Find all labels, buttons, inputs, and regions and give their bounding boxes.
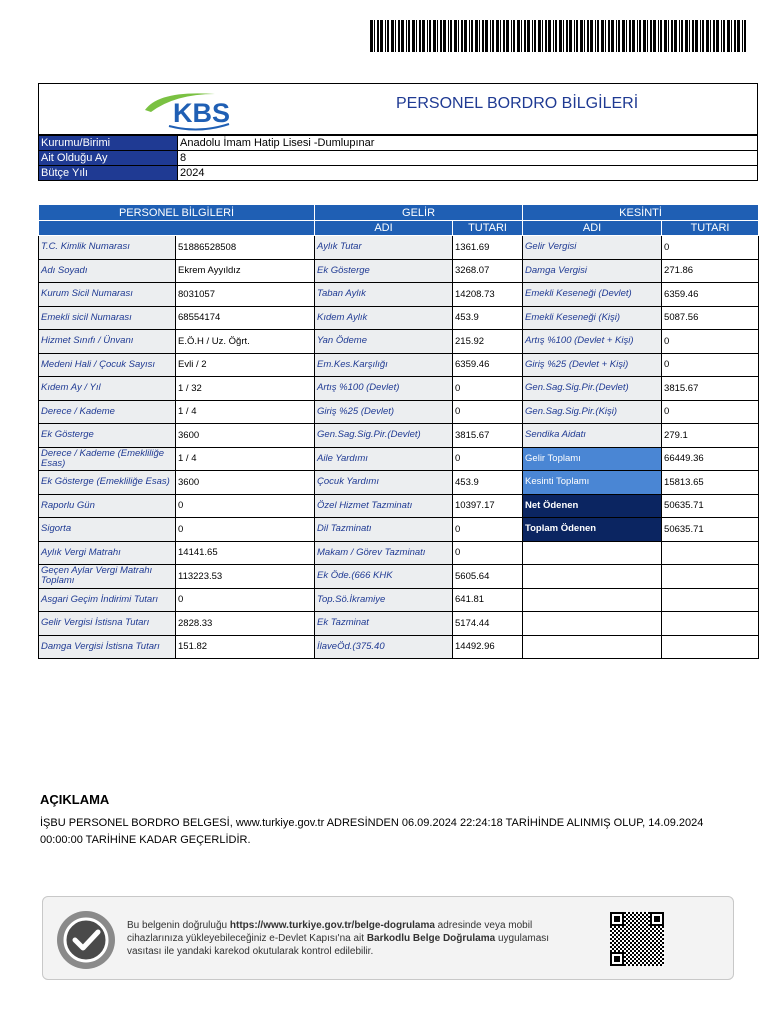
verification-text: Bu belgenin doğruluğu https://www.turkiye.gov.tr/belge-dogrulama adresinde veya mobil cihazlarınıza yükleyebileceğiniz e-Devlet Kapısı'na ait Barkodlu Belge Doğrulama uygulaması vasıtası ile yandaki karekod okutularak kontrol edilebilir. xyxy=(127,920,550,957)
gelir-value: 0 xyxy=(453,377,523,401)
kesinti-label xyxy=(523,565,662,589)
personel-value: Evli / 2 xyxy=(176,353,315,377)
personel-value: Ekrem Ayyıldız xyxy=(176,259,315,283)
personel-subheader xyxy=(39,221,315,236)
personel-label: Asgari Geçim İndirimi Tutarı xyxy=(39,588,176,612)
verification-url[interactable]: https://www.turkiye.gov.tr/belge-dogrulama xyxy=(229,920,435,931)
kesinti-tutari-header: TUTARI xyxy=(662,221,759,236)
gelir-value: 14492.96 xyxy=(453,635,523,659)
personel-value: 1 / 32 xyxy=(176,377,315,401)
table-row xyxy=(39,330,759,354)
personel-value: 151.82 xyxy=(176,635,315,659)
personel-label: Kurum Sicil Numarası xyxy=(39,283,176,307)
gelir-label: Ek Tazminat xyxy=(315,612,453,636)
gelir-label: Yan Ödeme xyxy=(315,330,453,354)
kesinti-value: 0 xyxy=(662,330,759,354)
gelir-label: Ek Öde.(666 KHK xyxy=(315,565,453,589)
qr-code-icon xyxy=(610,912,664,966)
table-row xyxy=(39,588,759,612)
table-row xyxy=(39,306,759,330)
kesinti-value xyxy=(662,635,759,659)
kesinti-label xyxy=(523,635,662,659)
personel-label: Kıdem Ay / Yıl xyxy=(39,377,176,401)
kesinti-label: Toplam Ödenen xyxy=(523,518,662,542)
gelir-value: 641.81 xyxy=(453,588,523,612)
kesinti-label xyxy=(523,612,662,636)
personel-value: 0 xyxy=(176,588,315,612)
table-row xyxy=(39,635,759,659)
kesinti-value: 50635.71 xyxy=(662,518,759,542)
gelir-value: 3815.67 xyxy=(453,424,523,448)
gelir-value: 5605.64 xyxy=(453,565,523,589)
kesinti-label: Gelir Toplamı xyxy=(523,447,662,471)
gelir-label: İlaveÖd.(375.40 xyxy=(315,635,453,659)
info-row xyxy=(39,151,758,166)
gelir-value: 0 xyxy=(453,447,523,471)
gelir-value: 215.92 xyxy=(453,330,523,354)
kesinti-value xyxy=(662,565,759,589)
gelir-value: 0 xyxy=(453,518,523,542)
personel-value: 3600 xyxy=(176,471,315,495)
personel-label: Hizmet Sınıfı / Ünvanı xyxy=(39,330,176,354)
info-row xyxy=(39,136,758,151)
table-row xyxy=(39,565,759,589)
kesinti-value: 5087.56 xyxy=(662,306,759,330)
table-row xyxy=(39,541,759,565)
personel-label: Medeni Hali / Çocuk Sayısı xyxy=(39,353,176,377)
kesinti-label: Gelir Vergisi xyxy=(523,236,662,260)
kesinti-label: Giriş %25 (Devlet + Kişi) xyxy=(523,353,662,377)
gelir-label: Artış %100 (Devlet) xyxy=(315,377,453,401)
kesinti-value: 0 xyxy=(662,236,759,260)
gelir-value: 10397.17 xyxy=(453,494,523,518)
personel-value: 3600 xyxy=(176,424,315,448)
info-value: 2024 xyxy=(178,166,758,181)
info-row xyxy=(39,166,758,181)
gelir-header: GELİR xyxy=(315,205,523,221)
personel-header: PERSONEL BİLGİLERİ xyxy=(39,205,315,221)
barcode-icon xyxy=(370,20,749,52)
table-row xyxy=(39,259,759,283)
kesinti-label: Emekli Keseneği (Kişi) xyxy=(523,306,662,330)
gelir-label: Ek Gösterge xyxy=(315,259,453,283)
table-row xyxy=(39,377,759,401)
info-value: 8 xyxy=(178,151,758,166)
personel-label: Ek Gösterge (Emekliliğe Esas) xyxy=(39,471,176,495)
table-row xyxy=(39,236,759,260)
personel-value: 14141.65 xyxy=(176,541,315,565)
gelir-label: Kıdem Aylık xyxy=(315,306,453,330)
personel-value: 113223.53 xyxy=(176,565,315,589)
personel-value: 0 xyxy=(176,494,315,518)
svg-text:KBS: KBS xyxy=(173,98,231,128)
gelir-value: 5174.44 xyxy=(453,612,523,636)
kesinti-value: 66449.36 xyxy=(662,447,759,471)
header-box xyxy=(38,83,758,135)
personel-value: 68554174 xyxy=(176,306,315,330)
gelir-value: 3268.07 xyxy=(453,259,523,283)
info-label: Bütçe Yılı xyxy=(39,166,178,181)
kesinti-label: Sendika Aidatı xyxy=(523,424,662,448)
table-row xyxy=(39,518,759,542)
gelir-value: 6359.46 xyxy=(453,353,523,377)
kesinti-label: Gen.Sag.Sig.Pir.(Devlet) xyxy=(523,377,662,401)
gelir-label: Dil Tazminatı xyxy=(315,518,453,542)
payroll-table xyxy=(38,204,759,659)
personel-label: Damga Vergisi İstisna Tutarı xyxy=(39,635,176,659)
gelir-tutari-header: TUTARI xyxy=(453,221,523,236)
kesinti-value: 279.1 xyxy=(662,424,759,448)
kesinti-header: KESİNTİ xyxy=(523,205,759,221)
gelir-value: 0 xyxy=(453,400,523,424)
personel-label: Derece / Kademe xyxy=(39,400,176,424)
personel-label: Sigorta xyxy=(39,518,176,542)
personel-label: Adı Soyadı xyxy=(39,259,176,283)
kesinti-label xyxy=(523,588,662,612)
gelir-value: 453.9 xyxy=(453,471,523,495)
table-row xyxy=(39,612,759,636)
gelir-label: Makam / Görev Tazminatı xyxy=(315,541,453,565)
gelir-label: Taban Aylık xyxy=(315,283,453,307)
personel-value: 1 / 4 xyxy=(176,400,315,424)
kesinti-label: Kesinti Toplamı xyxy=(523,471,662,495)
kesinti-value: 50635.71 xyxy=(662,494,759,518)
gelir-label: Aile Yardımı xyxy=(315,447,453,471)
personel-value: 51886528508 xyxy=(176,236,315,260)
kesinti-value: 3815.67 xyxy=(662,377,759,401)
gelir-adi-header: ADI xyxy=(315,221,453,236)
personel-value: 8031057 xyxy=(176,283,315,307)
gelir-label: Aylık Tutar xyxy=(315,236,453,260)
gelir-label: Em.Kes.Karşılığı xyxy=(315,353,453,377)
info-label: Kurumu/Birimi xyxy=(39,136,178,151)
gelir-label: Çocuk Yardımı xyxy=(315,471,453,495)
table-row xyxy=(39,424,759,448)
kesinti-value: 15813.65 xyxy=(662,471,759,495)
info-value: Anadolu İmam Hatip Lisesi -Dumlupınar xyxy=(178,136,758,151)
gelir-value: 453.9 xyxy=(453,306,523,330)
kbs-logo xyxy=(139,88,259,132)
kesinti-label xyxy=(523,541,662,565)
page-title: PERSONEL BORDRO BİLGİLERİ xyxy=(396,95,639,112)
gelir-label: Giriş %25 (Devlet) xyxy=(315,400,453,424)
table-row xyxy=(39,400,759,424)
personel-label: Ek Gösterge xyxy=(39,424,176,448)
personel-value: E.Ö.H / Uz. Öğrt. xyxy=(176,330,315,354)
explanation-title: AÇIKLAMA xyxy=(40,792,110,807)
verified-seal-icon xyxy=(55,909,117,971)
gelir-value: 0 xyxy=(453,541,523,565)
verification-footer xyxy=(42,896,734,980)
explanation-text: İŞBU PERSONEL BORDRO BELGESİ, www.turkiye.gov.tr ADRESİNDEN 06.09.2024 22:24:18 TARİHİNDE ALINMIŞ OLUP, 14.09.2024 00:00:00 TARİHİNE KADAR GEÇERLİDİR. xyxy=(40,817,704,846)
gelir-label: Top.Sö.İkramiye xyxy=(315,588,453,612)
table-row xyxy=(39,447,759,471)
table-row xyxy=(39,494,759,518)
kesinti-label: Emekli Keseneği (Devlet) xyxy=(523,283,662,307)
kesinti-value: 271.86 xyxy=(662,259,759,283)
table-row xyxy=(39,283,759,307)
kesinti-value: 6359.46 xyxy=(662,283,759,307)
personel-label: Aylık Vergi Matrahı xyxy=(39,541,176,565)
kesinti-label: Damga Vergisi xyxy=(523,259,662,283)
personel-value: 2828.33 xyxy=(176,612,315,636)
kesinti-adi-header: ADI xyxy=(523,221,662,236)
personel-value: 1 / 4 xyxy=(176,447,315,471)
kesinti-value xyxy=(662,612,759,636)
gelir-label: Gen.Sag.Sig.Pir.(Devlet) xyxy=(315,424,453,448)
info-label: Ait Olduğu Ay xyxy=(39,151,178,166)
personel-label: Emekli sicil Numarası xyxy=(39,306,176,330)
kesinti-value xyxy=(662,541,759,565)
kesinti-label: Artış %100 (Devlet + Kişi) xyxy=(523,330,662,354)
kesinti-value xyxy=(662,588,759,612)
personel-label: T.C. Kimlik Numarası xyxy=(39,236,176,260)
personel-label: Gelir Vergisi İstisna Tutarı xyxy=(39,612,176,636)
personel-value: 0 xyxy=(176,518,315,542)
table-row xyxy=(39,353,759,377)
kesinti-label: Gen.Sag.Sig.Pir.(Kişi) xyxy=(523,400,662,424)
personel-label: Derece / Kademe (Emekliliğe Esas) xyxy=(39,447,176,471)
gelir-value: 14208.73 xyxy=(453,283,523,307)
info-table xyxy=(38,135,758,181)
kesinti-label: Net Ödenen xyxy=(523,494,662,518)
gelir-label: Özel Hizmet Tazminatı xyxy=(315,494,453,518)
table-row xyxy=(39,471,759,495)
kesinti-value: 0 xyxy=(662,400,759,424)
kesinti-value: 0 xyxy=(662,353,759,377)
gelir-value: 1361.69 xyxy=(453,236,523,260)
personel-label: Raporlu Gün xyxy=(39,494,176,518)
personel-label: Geçen Aylar Vergi Matrahı Toplamı xyxy=(39,565,176,589)
